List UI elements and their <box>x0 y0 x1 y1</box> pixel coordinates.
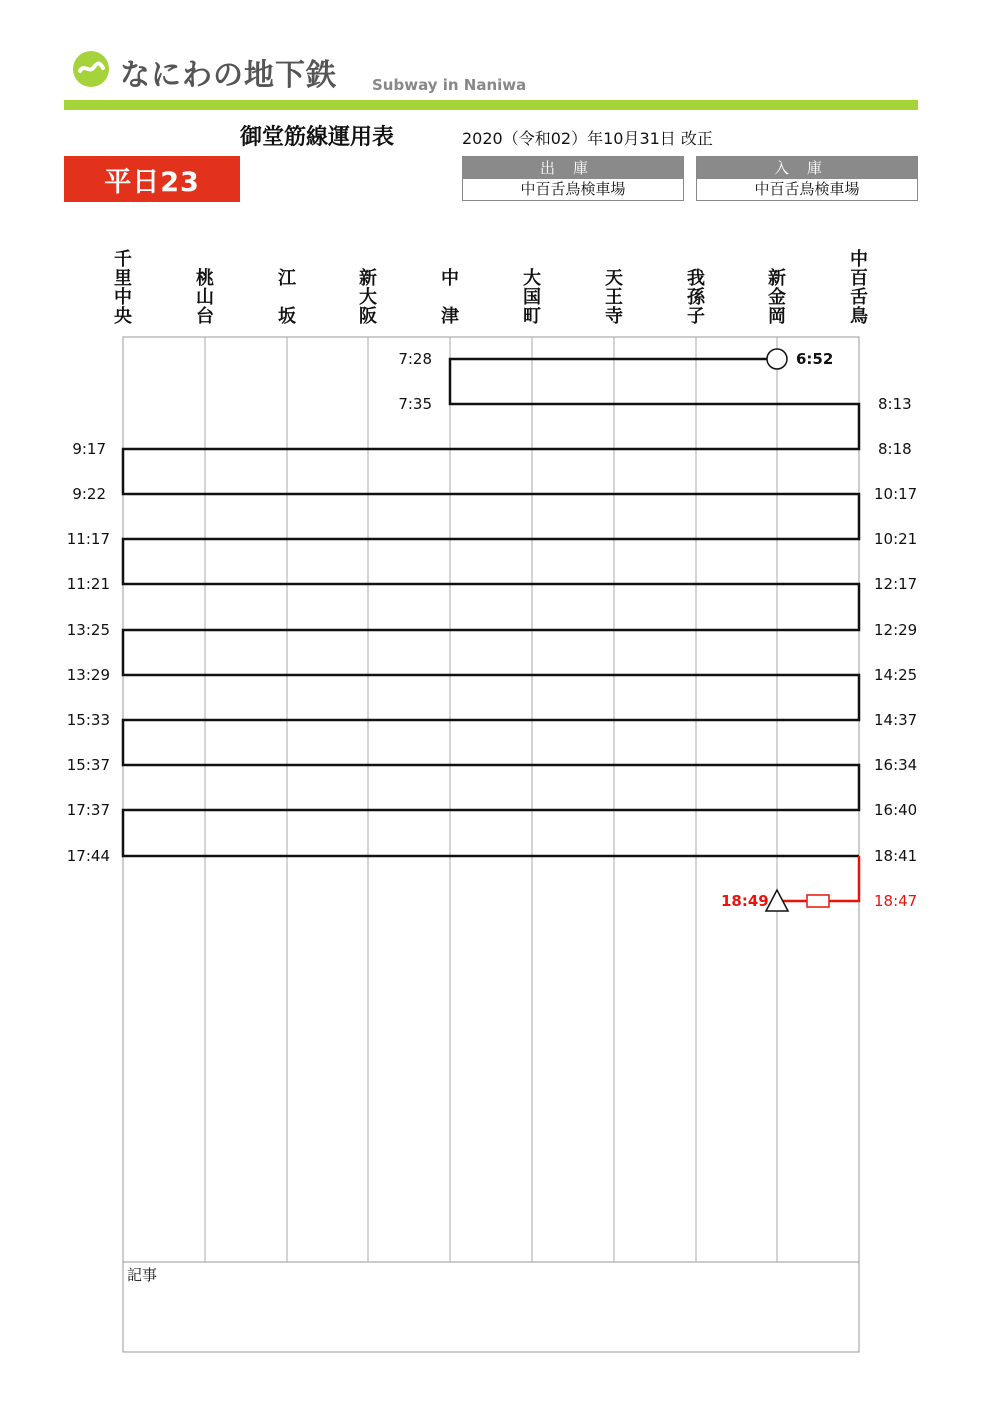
depot-marker <box>807 895 829 907</box>
time-label: 12:29 <box>874 621 918 639</box>
time-label: 10:21 <box>874 530 918 548</box>
run-path <box>123 359 859 856</box>
depot-in-label: 入庫 <box>697 157 917 179</box>
station-header: 我 孫 子 <box>687 268 705 327</box>
station-header: 中 津 <box>441 268 459 327</box>
time-label: 16:40 <box>874 801 918 819</box>
depot-out-value: 中百舌鳥検車場 <box>520 180 626 198</box>
time-label: 9:22 <box>72 485 106 503</box>
time-label: 14:25 <box>874 666 918 684</box>
time-label: 15:37 <box>66 756 110 774</box>
station-header: 新 大 阪 <box>359 268 377 327</box>
revision-date: 2020（令和02）年10月31日 改正 <box>462 129 713 148</box>
time-label: 12:17 <box>874 575 918 593</box>
time-label: 14:37 <box>874 711 918 729</box>
station-grid <box>205 337 777 1262</box>
page-title: 御堂筋線運用表 <box>240 125 395 150</box>
station-header: 江 坂 <box>278 268 296 327</box>
time-label: 7:28 <box>398 350 432 368</box>
time-label: 11:17 <box>66 530 110 548</box>
brand-subtitle: Subway in Naniwa <box>372 76 527 94</box>
time-label: 16:34 <box>874 756 918 774</box>
time-label: 9:17 <box>72 440 106 458</box>
diagram-frame <box>123 337 859 1352</box>
start-circle-icon <box>767 349 787 369</box>
time-label: 17:37 <box>66 801 110 819</box>
time-label: 18:41 <box>874 847 918 865</box>
station-header: 桃 山 台 <box>196 268 214 327</box>
time-label: 13:29 <box>66 666 110 684</box>
time-label: 7:35 <box>398 395 432 413</box>
operation-badge: 平日23 <box>64 156 240 202</box>
end-time: 18:49 <box>721 892 769 910</box>
time-label: 17:44 <box>66 847 110 865</box>
brand-name: なにわの地下鉄 <box>120 58 337 93</box>
depot-in-value: 中百舌鳥検車場 <box>754 180 860 198</box>
time-label: 11:21 <box>66 575 110 593</box>
depot-return-time: 18:47 <box>874 892 918 910</box>
station-header: 天 王 寺 <box>605 268 623 327</box>
time-label: 13:25 <box>66 621 110 639</box>
time-label: 10:17 <box>874 485 918 503</box>
station-header: 千 里 中 央 <box>114 249 132 327</box>
depot-out-label: 出庫 <box>463 157 683 179</box>
time-label: 8:18 <box>878 440 912 458</box>
station-header: 大 国 町 <box>523 268 541 327</box>
start-time: 6:52 <box>796 350 834 368</box>
notes-label: 記事 <box>127 1266 158 1284</box>
time-label: 8:13 <box>878 395 912 413</box>
station-header: 中 百 舌 鳥 <box>850 249 868 327</box>
time-label: 15:33 <box>66 711 110 729</box>
station-header: 新 金 岡 <box>768 268 786 327</box>
